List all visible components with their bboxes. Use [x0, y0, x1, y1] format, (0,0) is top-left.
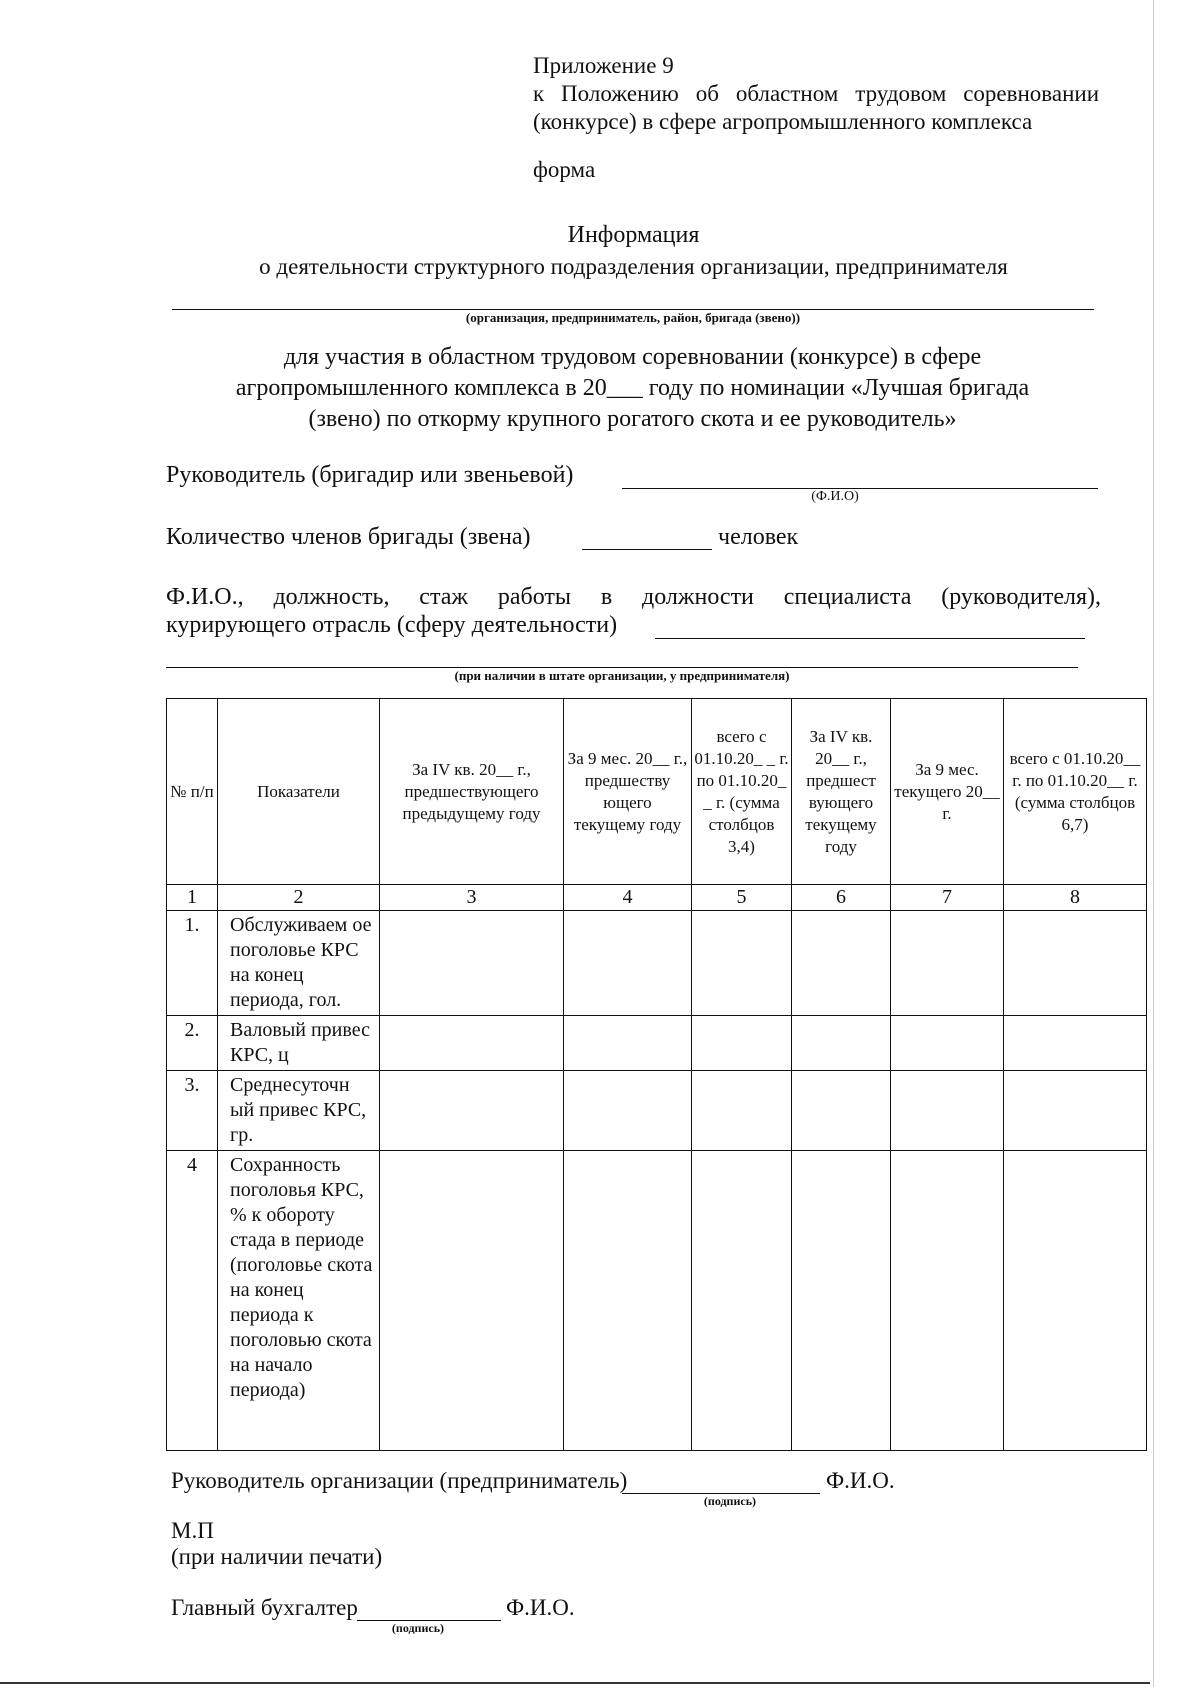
- specialist-line-1: Ф.И.О., должность, стаж работы в должности специалиста (руководителя),: [166, 584, 1101, 610]
- head-signature-caption: (подпись): [703, 1494, 757, 1508]
- leader-fio-line[interactable]: [622, 488, 1098, 489]
- members-count-line[interactable]: [582, 549, 712, 550]
- data-cell[interactable]: [891, 911, 1004, 1016]
- header-cell-col6: За IV кв. 20__ г., предшест вующего текущему году: [792, 699, 891, 885]
- data-cell[interactable]: [792, 1151, 891, 1451]
- table-header-row: [167, 699, 1147, 885]
- data-cell[interactable]: [564, 1071, 692, 1151]
- data-cell[interactable]: [792, 911, 891, 1016]
- column-number: 2: [218, 885, 380, 911]
- column-number: 4: [564, 885, 692, 911]
- specialist-inline-line[interactable]: [655, 638, 1085, 639]
- row-indicator: Валовый привес КРС, ц: [218, 1016, 380, 1071]
- organization-head-label: Руководитель организации (предприниматель): [171, 1468, 628, 1493]
- row-indicator: Сохранность поголовья КРС, % к обороту стада в периоде (поголовье скота на конец периода к поголовью скота на начало периода): [218, 1151, 380, 1451]
- leader-label: Руководитель (бригадир или звеньевой): [166, 462, 574, 488]
- data-cell[interactable]: [792, 1016, 891, 1071]
- data-cell[interactable]: [1004, 1071, 1147, 1151]
- head-fio: Ф.И.О.: [826, 1468, 895, 1493]
- column-number: 1: [167, 885, 218, 911]
- table-row: [167, 1016, 1147, 1071]
- data-cell[interactable]: [380, 1016, 564, 1071]
- column-number: 7: [891, 885, 1004, 911]
- data-cell[interactable]: [692, 1151, 792, 1451]
- data-cell[interactable]: [891, 1151, 1004, 1451]
- data-cell[interactable]: [891, 1071, 1004, 1151]
- header-cell-col5: всего с 01.10.20_ _ г. по 01.10.20_ _ г. (сумма столбцов 3,4): [692, 699, 792, 885]
- data-cell[interactable]: [564, 911, 692, 1016]
- row-number: 3.: [167, 1071, 218, 1151]
- data-cell[interactable]: [380, 1071, 564, 1151]
- specialist-caption: (при наличии в штате организации, у предпринимателя): [454, 668, 790, 683]
- data-cell[interactable]: [891, 1016, 1004, 1071]
- purpose-line-3: (звено) по откорму крупного рогатого скота и ее руководитель»: [308, 406, 957, 432]
- purpose-line-2: агропромышленного комплекса в 20___ году по номинации «Лучшая бригада: [235, 375, 1030, 401]
- members-unit: человек: [718, 524, 799, 550]
- accountant-fio: Ф.И.О.: [506, 1595, 575, 1620]
- organization-caption: (организация, предприниматель, район, бригада (звено)): [465, 310, 801, 325]
- header-cell-col3: За IV кв. 20__ г., предшествующего предыдущему году: [380, 699, 564, 885]
- document-title: Информация: [567, 222, 700, 248]
- header-cell-col4: За 9 мес. 20__ г., предшеству ющего текущему году: [564, 699, 692, 885]
- data-cell[interactable]: [792, 1071, 891, 1151]
- scan-edge-line: [1153, 0, 1154, 1687]
- column-number-row: [167, 885, 1147, 911]
- row-number: 4: [167, 1151, 218, 1451]
- data-cell[interactable]: [1004, 1016, 1147, 1071]
- header-cell-no: № п/п: [167, 699, 218, 885]
- data-cell[interactable]: [692, 1071, 792, 1151]
- appendix-number: Приложение 9: [533, 53, 674, 78]
- accountant-signature-caption: (подпись): [391, 1621, 445, 1635]
- members-label: Количество членов бригады (звена): [166, 524, 531, 550]
- appendix-header: [533, 52, 1099, 184]
- appendix-reference-line1: к Положению об областном трудовом соревновании: [533, 81, 1099, 106]
- indicators-table: [166, 698, 1147, 1451]
- data-cell[interactable]: [380, 911, 564, 1016]
- data-cell[interactable]: [692, 911, 792, 1016]
- specialist-line-2: курирующего отрасль (сферу деятельности): [166, 612, 618, 638]
- stamp-note: (при наличии печати): [171, 1544, 383, 1569]
- row-indicator: Среднесуточн ый привес КРС, гр.: [218, 1071, 380, 1151]
- form-label: форма: [533, 157, 596, 182]
- data-cell[interactable]: [380, 1151, 564, 1451]
- header-cell-col7: За 9 мес. текущего 20__ г.: [891, 699, 1004, 885]
- purpose-line-1: для участия в областном трудовом соревновании (конкурсе) в сфере: [283, 344, 982, 370]
- scan-bottom-line: [0, 1682, 1150, 1684]
- column-number: 6: [792, 885, 891, 911]
- leader-fio-caption: (Ф.И.О): [811, 489, 859, 504]
- column-number: 3: [380, 885, 564, 911]
- data-cell[interactable]: [1004, 911, 1147, 1016]
- data-cell[interactable]: [692, 1016, 792, 1071]
- data-cell[interactable]: [564, 1016, 692, 1071]
- document-subtitle: о деятельности структурного подразделения организации, предпринимателя: [259, 254, 1008, 279]
- accountant-label: Главный бухгалтер: [171, 1595, 358, 1620]
- table-row: [167, 1151, 1147, 1451]
- stamp-label: М.П: [171, 1518, 214, 1543]
- header-cell-col8: всего с 01.10.20__ г. по 01.10.20__ г. (сумма столбцов 6,7): [1004, 699, 1147, 885]
- data-cell[interactable]: [564, 1151, 692, 1451]
- row-number: 1.: [167, 911, 218, 1016]
- table-row: [167, 1071, 1147, 1151]
- row-number: 2.: [167, 1016, 218, 1071]
- header-cell-indicator: Показатели: [218, 699, 380, 885]
- purpose-text: [160, 342, 1105, 435]
- table-row: [167, 911, 1147, 1016]
- column-number: 5: [692, 885, 792, 911]
- appendix-reference-line2: (конкурсе) в сфере агропромышленного комплекса: [533, 109, 1033, 134]
- data-cell[interactable]: [1004, 1151, 1147, 1451]
- column-number: 8: [1004, 885, 1147, 911]
- row-indicator: Обслуживаем ое поголовье КРС на конец периода, гол.: [218, 911, 380, 1016]
